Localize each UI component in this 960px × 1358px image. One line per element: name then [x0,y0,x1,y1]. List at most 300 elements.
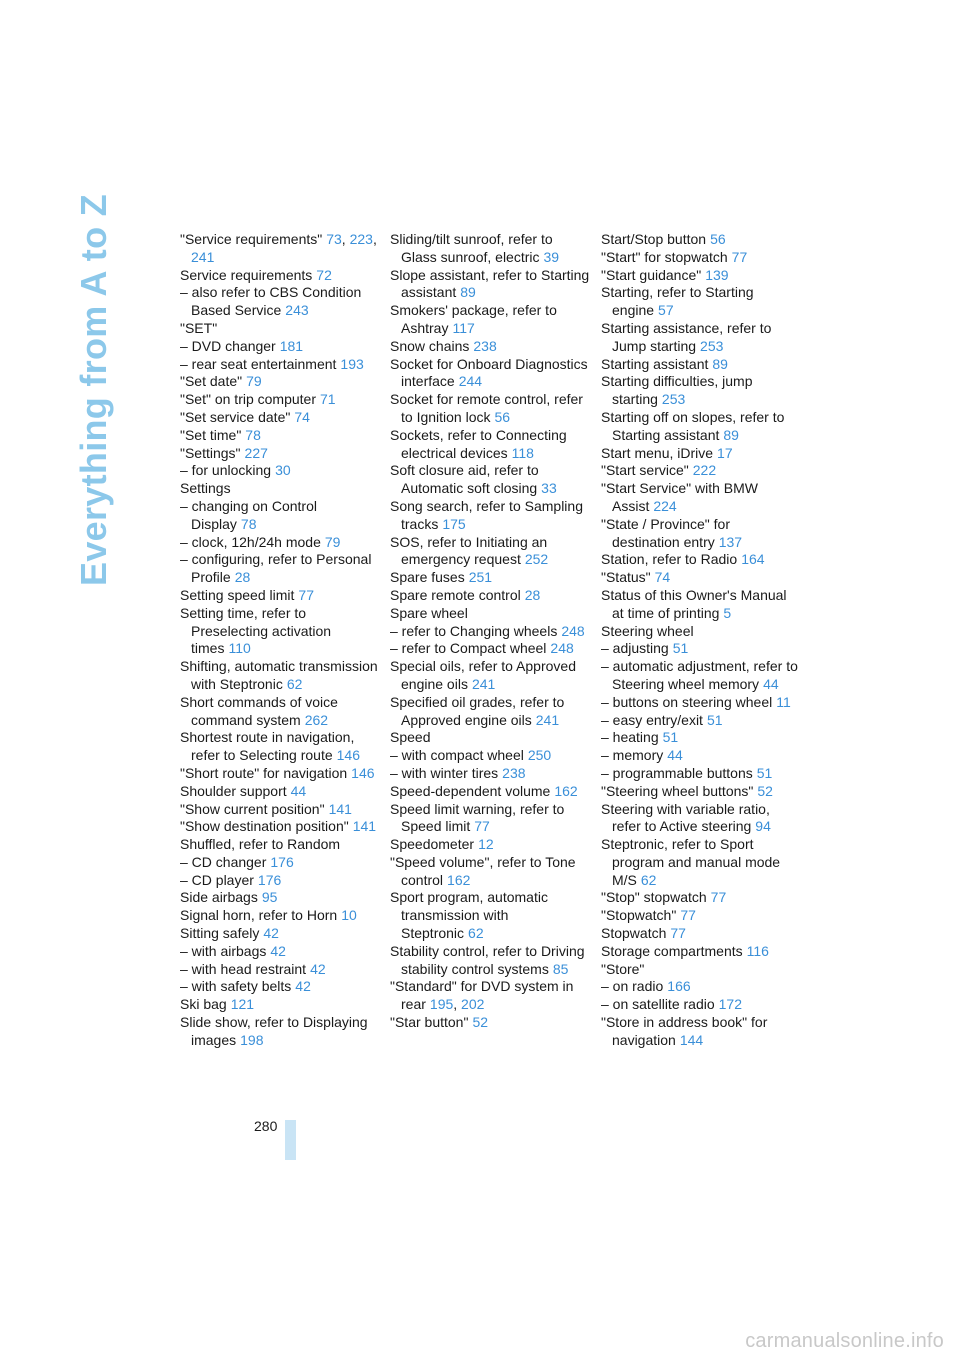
index-term: – configuring, refer to Personal Profile [180,551,372,586]
index-entry [390,338,590,356]
page-link[interactable]: 85 [552,960,569,977]
page-link[interactable]: 176 [270,853,294,870]
page-link[interactable]: 116 [746,942,769,959]
index-entry [601,907,801,925]
page-link[interactable]: 241 [471,675,496,692]
page-link[interactable]: 78 [245,426,261,443]
index-entry [390,231,590,267]
index-term: Short commands of voice command system [180,693,338,728]
index-term: – programmable buttons [601,764,753,781]
index-entry [180,445,380,463]
index-entry [180,231,380,267]
index-term: "Standard" for DVD system in rear [390,978,574,1013]
index-entry [390,640,590,658]
index-entry [180,498,380,534]
index-entry [180,356,380,374]
index-term: Soft closure aid, refer to Automatic soft closing [390,462,539,497]
page-link[interactable]: 141 [352,818,377,835]
index-term: Start menu, iDrive [601,444,714,461]
index-term: – for unlocking [180,462,272,479]
page-link[interactable]: 146 [351,764,375,781]
index-term: "Speed volume", refer to Tone control [390,853,576,888]
page-link[interactable]: 118 [511,444,534,461]
index-term: Status of this Owner's Manual at time of printing [601,586,787,621]
index-term: Smokers' package, refer to Ashtray [390,302,557,336]
index-term: – on satellite radio [601,996,715,1013]
index-entry [601,765,801,783]
index-term: – refer to Changing wheels [390,622,558,639]
page-link[interactable]: 238 [502,764,526,781]
page-link[interactable]: 44 [763,675,779,692]
index-column-3 [601,231,801,1050]
page-link[interactable]: 262 [304,711,329,728]
index-entry [180,836,380,854]
index-term: Storage compartments [601,942,743,959]
index-entry [180,284,380,320]
index-entry [390,943,590,979]
index-term: – with safety belts [180,978,292,995]
index-entry [390,391,590,427]
page-link[interactable]: 141 [328,800,352,817]
page-link[interactable]: 77 [680,907,696,924]
page-link[interactable]: 42 [270,942,286,959]
index-entry [180,658,380,694]
index-entry [601,445,801,463]
index-entry [180,391,380,409]
index-term: "Stop" stopwatch [601,889,707,906]
page-link[interactable]: 77 [298,586,314,603]
index-entry [601,889,801,907]
index-term: Settings [180,480,231,497]
watermark: carmanualsonline.info [745,1330,944,1352]
index-entry [390,569,590,587]
page-link[interactable]: 71 [320,391,336,408]
page-link[interactable]: 253 [700,337,724,354]
page-link[interactable]: 17 [717,444,733,461]
index-entry [601,658,801,694]
index-term: Steering with variable ratio, refer to Active steering [601,800,770,835]
page-link[interactable]: 181 [279,337,304,354]
page-link[interactable]: 243 [285,302,309,319]
index-term: Sport program, automatic transmission with Steptronic [390,889,548,942]
page-link[interactable]: 51 [756,764,773,781]
index-entry [180,889,380,907]
index-term: – easy entry/exit [601,711,703,728]
page-link[interactable]: 227 [244,444,268,461]
index-term: "Steering wheel buttons" [601,782,754,799]
index-entry [390,854,590,890]
page-link[interactable]: 56 [494,408,511,425]
index-entry [601,569,801,587]
index-term: – on radio [601,978,664,995]
page-link[interactable]: 51 [672,640,689,657]
page-link[interactable]: 89 [460,284,476,301]
index-term: Slope assistant, refer to Starting assistant [390,266,590,301]
index-term: – refer to Compact wheel [390,640,547,657]
index-term: Snow chains [390,337,470,354]
index-term: "Star button" [390,1014,469,1031]
index-entry [180,818,380,836]
index-entry [180,783,380,801]
page-link[interactable]: 223 [349,231,373,247]
page-link[interactable]: 193 [340,355,364,372]
index-term: Shoulder support [180,782,287,799]
index-entry [390,356,590,392]
page-link[interactable]: 77 [670,925,686,942]
page-link[interactable]: 176 [257,871,282,888]
index-term: Speed limit warning, refer to Speed limit [390,800,565,835]
index-term: Socket for remote control, refer to Ignition lock [390,391,583,425]
page-link[interactable]: 57 [658,302,674,319]
page-link[interactable]: 74 [294,408,310,425]
page-link[interactable]: 39 [543,248,560,265]
index-term: "Settings" [180,444,241,461]
index-term: – buttons on steering wheel [601,693,773,710]
page-separator: , [453,996,462,1013]
index-entry [180,462,380,480]
index-entry [601,249,801,267]
page-link[interactable]: 78 [240,515,257,532]
index-entry [601,996,801,1014]
index-term: Starting off on slopes, refer to Starting assistant [601,408,785,443]
index-entry [180,961,380,979]
index-entry [390,801,590,837]
index-entry [601,320,801,356]
index-entry [390,978,590,1014]
index-term: – heating [601,729,659,746]
index-term: – with airbags [180,942,267,959]
index-entry [180,338,380,356]
index-entry [180,587,380,605]
page-separator: , [341,231,350,247]
index-term: Speed-dependent volume [390,782,551,799]
index-entry [390,267,590,303]
index-entry [601,836,801,889]
index-entry [390,765,590,783]
index-term: "Start guidance" [601,266,702,283]
index-entry [180,694,380,730]
page-link[interactable]: 110 [228,640,251,657]
index-term: Slide show, refer to Displaying images [180,1014,368,1048]
index-term: Starting, refer to Starting engine [601,284,754,319]
index-entry [390,747,590,765]
index-entry [601,356,801,374]
index-term: Starting assistance, refer to Jump starting [601,319,772,354]
index-term: SOS, refer to Initiating an emergency request [390,533,548,568]
index-entry [601,267,801,285]
page-link[interactable]: 117 [452,319,475,336]
page-link[interactable]: 28 [234,569,251,586]
index-entry [180,907,380,925]
page-number: 280 [254,1118,278,1134]
index-term: "Set" on trip computer [180,391,317,408]
index-term: – CD player [180,871,254,888]
index-term: "Store" [601,960,645,977]
index-entry [180,605,380,658]
index-term: Stopwatch [601,925,667,942]
index-entry [180,872,380,890]
page-link[interactable]: 251 [468,569,493,586]
page-link[interactable]: 121 [230,996,255,1013]
index-entry [601,1014,801,1050]
index-term: Shuffled, refer to Random [180,836,341,853]
page-link[interactable]: 195 [429,996,454,1013]
index-entry [390,783,590,801]
index-entry [601,516,801,552]
index-entry [390,1014,590,1032]
page-link[interactable]: 79 [246,373,262,390]
page-link[interactable]: 224 [653,497,677,514]
page-link[interactable]: 89 [712,355,728,372]
page-link[interactable]: 62 [468,925,484,942]
index-entry [390,729,590,747]
index-entry [390,462,590,498]
index-entry [180,373,380,391]
index-entry [601,231,801,249]
index-entry [390,694,590,730]
index-entry [180,765,380,783]
page-link[interactable]: 175 [442,515,466,532]
page-link[interactable]: 172 [718,996,742,1013]
index-term: Sliding/tilt sunroof, refer to Glass sunroof, electric [390,231,553,265]
page-link[interactable]: 144 [679,1031,704,1048]
index-entry [601,623,801,641]
index-entry [601,729,801,747]
index-term: "Show destination position" [180,818,349,835]
index-term: Steptronic, refer to Sport program and manual mode M/S [601,836,781,888]
index-entry [601,943,801,961]
page-link[interactable]: 162 [447,871,471,888]
page-link[interactable]: 44 [667,747,683,764]
index-entry [180,320,380,338]
index-entry [390,836,590,854]
page-link[interactable]: 51 [706,711,723,728]
index-entry [180,978,380,996]
index-term: Specified oil grades, refer to Approved engine oils [390,693,565,728]
index-term: Steering wheel [601,622,694,639]
index-term: "Start service" [601,462,689,479]
index-term: – adjusting [601,640,669,657]
index-term: "Start" for stopwatch [601,248,728,265]
index-term: – CD changer [180,853,267,870]
page-link[interactable]: 248 [561,622,585,639]
index-term: Start/Stop button [601,231,707,247]
index-entry [390,498,590,534]
index-term: Ski bag [180,996,227,1013]
index-column-1 [180,231,380,1050]
page-link[interactable]: 77 [710,889,727,906]
page-link[interactable]: 238 [473,337,497,354]
page-link[interactable]: 72 [316,266,332,283]
index-column-2 [390,231,590,1032]
index-entry [390,427,590,463]
index-entry [601,925,801,943]
page-link[interactable]: 222 [692,462,717,479]
index-term: Side airbags [180,889,258,906]
index-term: "Set date" [180,373,243,390]
page-link[interactable]: 244 [458,373,483,390]
index-entry [390,302,590,338]
index-term: "Set time" [180,426,242,443]
page-link[interactable]: 162 [554,782,578,799]
index-term: Special oils, refer to Approved engine oils [390,658,576,692]
page-link[interactable]: 252 [524,551,549,568]
index-term: "Store in address book" for navigation [601,1014,768,1048]
page-link[interactable]: 44 [290,782,307,799]
index-entry [180,1014,380,1050]
index-entry [601,801,801,837]
page-link[interactable]: 52 [757,782,773,799]
index-term: Stability control, refer to Driving stability control systems [390,942,585,977]
index-term: "Set service date" [180,408,291,425]
index-entry [180,925,380,943]
index-entry [390,658,590,694]
page-link[interactable]: 146 [336,747,360,764]
index-term: Sitting safely [180,925,260,942]
index-term: Shortest route in navigation, refer to Selecting route [180,729,355,764]
index-term: Socket for Onboard Diagnostics interface [390,355,588,390]
index-entry [180,551,380,587]
index-entry [180,996,380,1014]
page-link[interactable]: 62 [286,675,303,692]
index-entry [180,534,380,552]
index-term: Station, refer to Radio [601,551,738,568]
page-link[interactable]: 33 [541,480,557,497]
index-term: Spare remote control [390,586,521,603]
page-link[interactable]: 198 [240,1031,264,1048]
index-term: Speed [390,729,431,746]
index-term: – rear seat entertainment [180,355,337,372]
index-entry [601,694,801,712]
index-term: – with winter tires [390,764,499,781]
index-term: Starting difficulties, jump starting [601,373,753,408]
index-entry [601,480,801,516]
index-term: Shifting, automatic transmission with Steptronic [180,658,378,692]
index-term: "Service requirements" [180,231,323,247]
index-entry [180,854,380,872]
page-link[interactable]: 253 [661,391,686,408]
index-entry [601,587,801,623]
page-link[interactable]: 166 [667,978,691,995]
index-entry [390,587,590,605]
index-term: "Show current position" [180,800,325,817]
index-term: "SET" [180,319,218,336]
index-entry [180,427,380,445]
index-term: Speedometer [390,836,475,853]
index-term: – with head restraint [180,960,307,977]
page-link[interactable]: 62 [640,871,657,888]
index-term: Signal horn, refer to Horn [180,907,338,924]
index-entry [601,747,801,765]
index-entry [601,783,801,801]
index-term: "Start Service" with BMW Assist [601,480,758,514]
page-link[interactable]: 241 [535,711,560,728]
page-link[interactable]: 42 [310,960,326,977]
index-entry [180,267,380,285]
page-link[interactable]: 10 [341,907,357,924]
page-link[interactable]: 56 [710,231,726,247]
page-link[interactable]: 28 [524,586,541,603]
page-link[interactable]: 241 [191,248,215,265]
index-term: Spare wheel [390,604,468,621]
page-link[interactable]: 11 [776,693,791,710]
index-entry [601,284,801,320]
page-link[interactable]: 73 [326,231,342,247]
page-link[interactable]: 77 [731,248,748,265]
index-entry [390,534,590,570]
index-term: – changing on Control Display [180,497,317,532]
page-link[interactable]: 139 [705,266,729,283]
page-link[interactable]: 5 [723,604,732,621]
index-entry [601,462,801,480]
page-link[interactable]: 137 [718,533,743,550]
index-entry [180,729,380,765]
page-link[interactable]: 248 [550,640,574,657]
index-term: Service requirements [180,266,313,283]
page-link[interactable]: 42 [263,925,279,942]
index-entry [180,409,380,427]
page-link[interactable]: 30 [275,462,291,479]
index-term: Setting speed limit [180,586,295,603]
index-term: – clock, 12h/24h mode [180,533,321,550]
page-link[interactable]: 12 [478,836,494,853]
page-link[interactable]: 164 [741,551,765,568]
page-link[interactable]: 250 [527,747,552,764]
page-link[interactable]: 202 [461,996,485,1013]
index-term: – automatic adjustment, refer to Steering wheel memory [601,658,798,692]
index-entry [601,978,801,996]
index-term: Spare fuses [390,569,465,586]
page-link[interactable]: 77 [474,818,490,835]
index-entry [390,889,590,942]
page-link[interactable]: 74 [654,569,671,586]
page-link[interactable]: 94 [755,818,771,835]
index-term: "Short route" for navigation [180,764,348,781]
index-entry [601,712,801,730]
page-marker-bar [285,1120,296,1160]
index-entry [601,640,801,658]
page-link[interactable]: 95 [261,889,278,906]
index-term: – memory [601,747,664,764]
index-term: Sockets, refer to Connecting electrical devices [390,426,567,461]
index-entry [390,605,590,623]
index-term: – also refer to CBS Condition Based Service [180,284,362,319]
page-link[interactable]: 42 [295,978,311,995]
page-link[interactable]: 52 [472,1014,489,1031]
index-term: "Stopwatch" [601,907,677,924]
index-term: Starting assistant [601,355,709,372]
index-entry [180,801,380,819]
index-term: "Status" [601,569,651,586]
index-term: Setting time, refer to Preselecting activation times [180,604,332,657]
index-entry [601,373,801,409]
index-term: – DVD changer [180,337,276,354]
index-term: Song search, refer to Sampling tracks [390,497,583,532]
index-entry [390,623,590,641]
section-side-title: Everything from A to Z [73,194,114,586]
index-entry [601,409,801,445]
index-entry [180,480,380,498]
index-term: – with compact wheel [390,747,524,764]
page-link[interactable]: 51 [662,729,679,746]
index-entry [180,943,380,961]
page-link[interactable]: 89 [723,426,739,443]
page-separator: , [372,231,377,247]
index-term: "State / Province" for destination entry [601,515,730,550]
page-link[interactable]: 79 [324,533,341,550]
index-entry [601,551,801,569]
index-entry [601,961,801,979]
